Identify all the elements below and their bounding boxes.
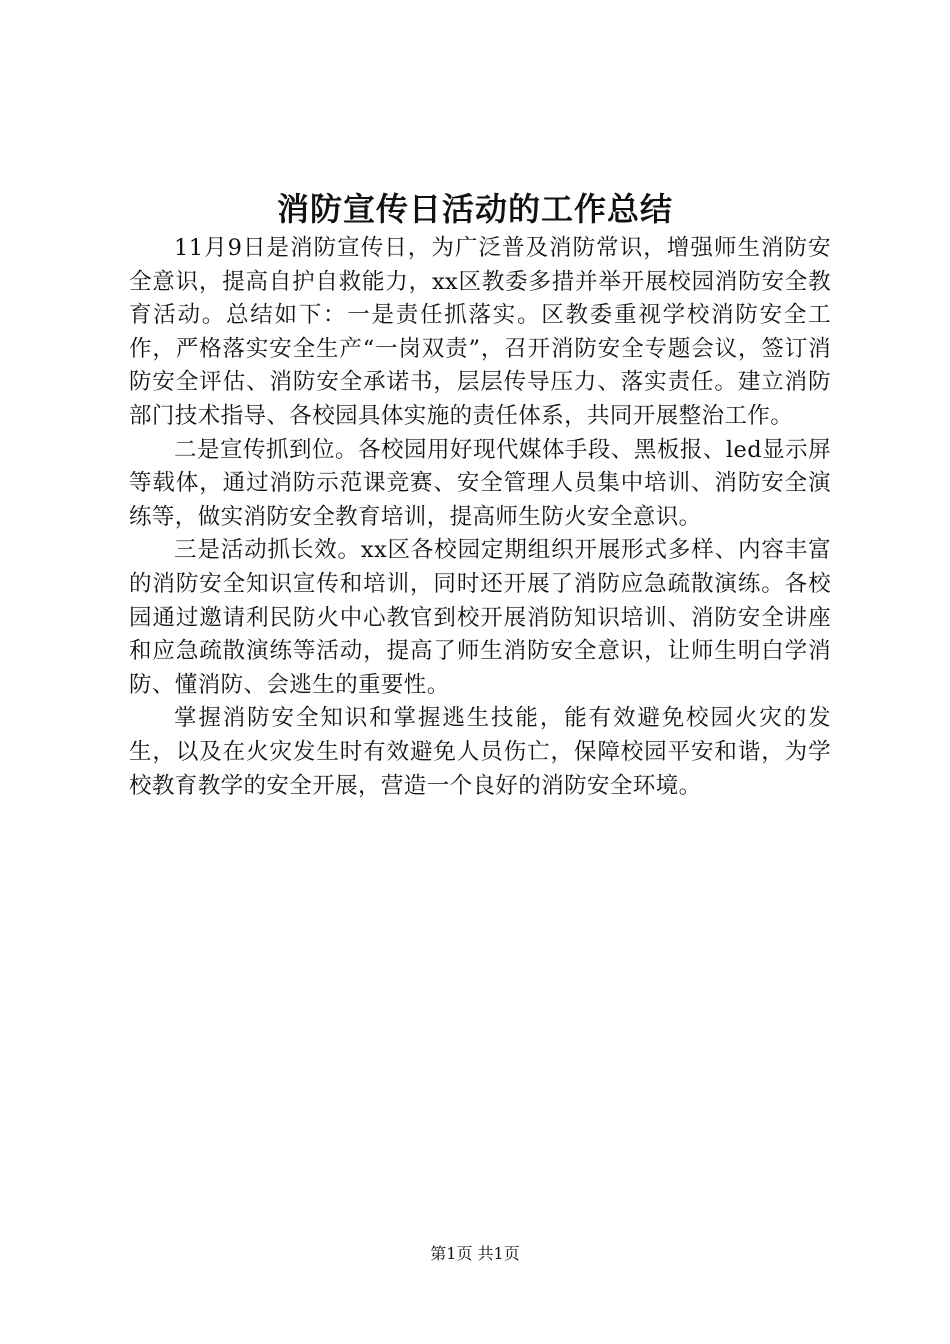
- paragraph-1: 11月9日是消防宣传日，为广泛普及消防常识，增强师生消防安全意识，提高自护自救能力，xx区教委多措并举开展校园消防安全教育活动。总结如下：一是责任抓落实。区教委重视学校消防安全工作，严格落实安全生产“一岗双责”，召开消防安全专题会议，签订消防安全评估、消防安全承诺书，层层传导压力、落实责任。建立消防部门技术指导、各校园具体实施的责任体系，共同开展整治工作。: [129, 235, 831, 429]
- page-footer: 第1页 共1页: [430, 1244, 520, 1263]
- document-body: [129, 232, 831, 803]
- paragraph-2: 二是宣传抓到位。各校园用好现代媒体手段、黑板报、led显示屏等载体，通过消防示范课竞赛、安全管理人员集中培训、消防安全演练等，做实消防安全教育培训，提高师生防火安全意识。: [129, 436, 831, 530]
- paragraph-3: 三是活动抓长效。xx区各校园定期组织开展形式多样、内容丰富的消防安全知识宣传和培训，同时还开展了消防应急疏散演练。各校园通过邀请利民防火中心教官到校开展消防知识培训、消防安全讲座和应急疏散演练等活动，提高了师生消防安全意识，让师生明白学消防、懂消防、会逃生的重要性。: [129, 537, 831, 698]
- paragraph-4: 掌握消防安全知识和掌握逃生技能，能有效避免校园火灾的发生，以及在火灾发生时有效避免人员伤亡，保障校园平安和谐，为学校教育教学的安全开展，营造一个良好的消防安全环境。: [129, 705, 831, 799]
- document-title: 消防宣传日活动的工作总结: [276, 190, 673, 228]
